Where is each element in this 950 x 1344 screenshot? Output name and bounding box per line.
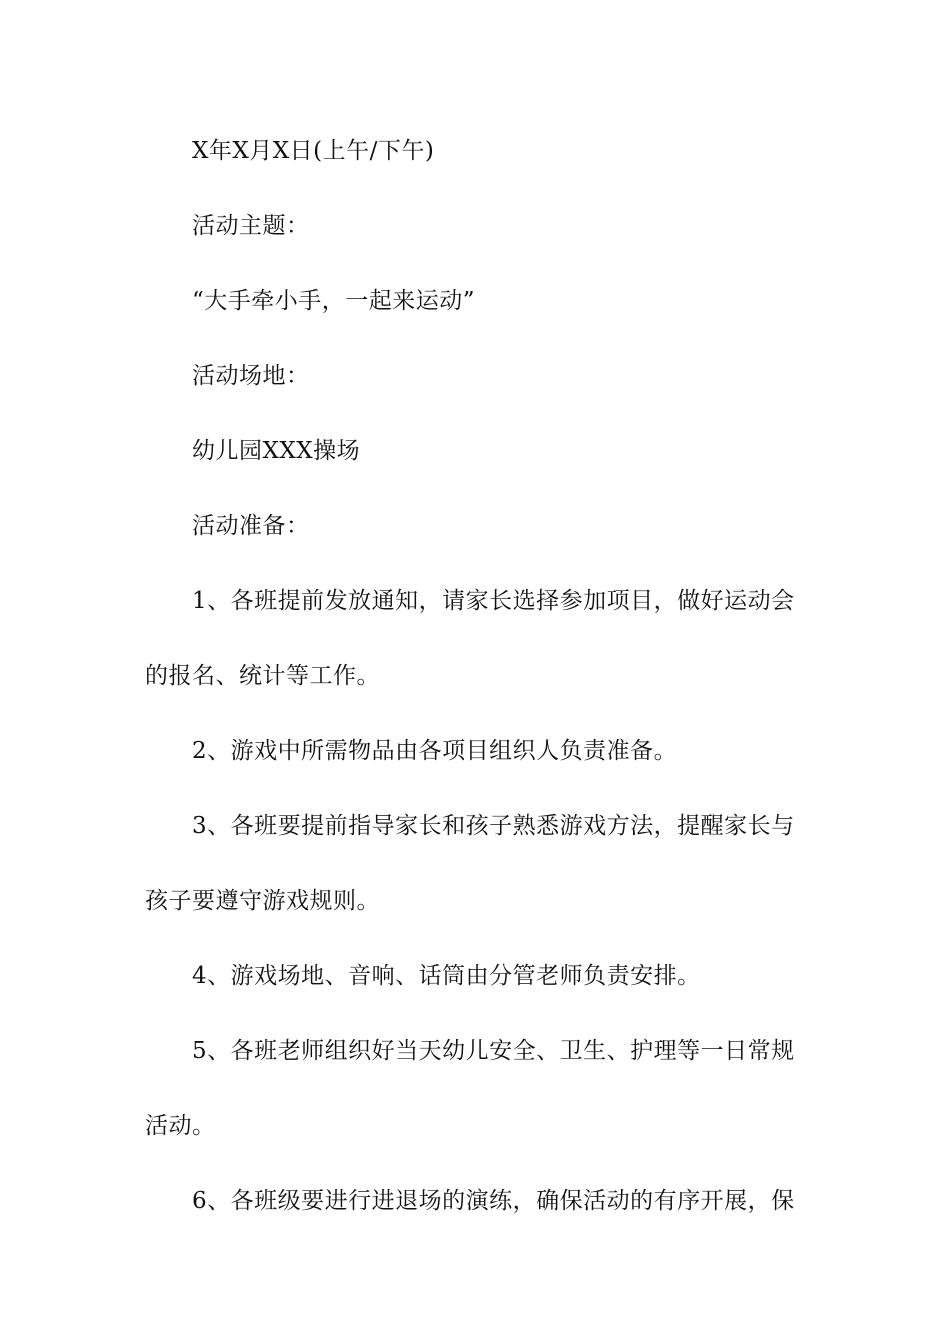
prep-item-5-line-2: 活动。 <box>145 1113 216 1139</box>
prep-item-2: 2、游戏中所需物品由各项目组织人负责准备。 <box>192 738 678 764</box>
prep-item-1-line-1: 1、各班提前发放通知，请家长选择参加项目，做好运动会 <box>192 588 795 614</box>
prep-item-1-line-2: 的报名、统计等工作。 <box>145 663 380 689</box>
prep-item-3-line-1: 3、各班要提前指导家长和孩子熟悉游戏方法，提醒家长与 <box>192 813 795 839</box>
theme-text: “大手牵小手，一起来运动” <box>192 288 476 314</box>
prep-item-4: 4、游戏场地、音响、话筒由分管老师负责安排。 <box>192 963 701 989</box>
prep-item-3-line-2: 孩子要遵守游戏规则。 <box>145 888 380 914</box>
prep-item-6-line-1: 6、各班级要进行进退场的演练，确保活动的有序开展，保 <box>192 1188 795 1214</box>
preparation-heading: 活动准备： <box>192 513 310 539</box>
venue-heading: 活动场地： <box>192 363 310 389</box>
theme-heading: 活动主题： <box>192 213 310 239</box>
date-line: X年X月X日(上午/下午) <box>192 138 435 164</box>
prep-item-5-line-1: 5、各班老师组织好当天幼儿安全、卫生、护理等一日常规 <box>192 1038 795 1064</box>
venue-text: 幼儿园XXX操场 <box>192 438 361 464</box>
